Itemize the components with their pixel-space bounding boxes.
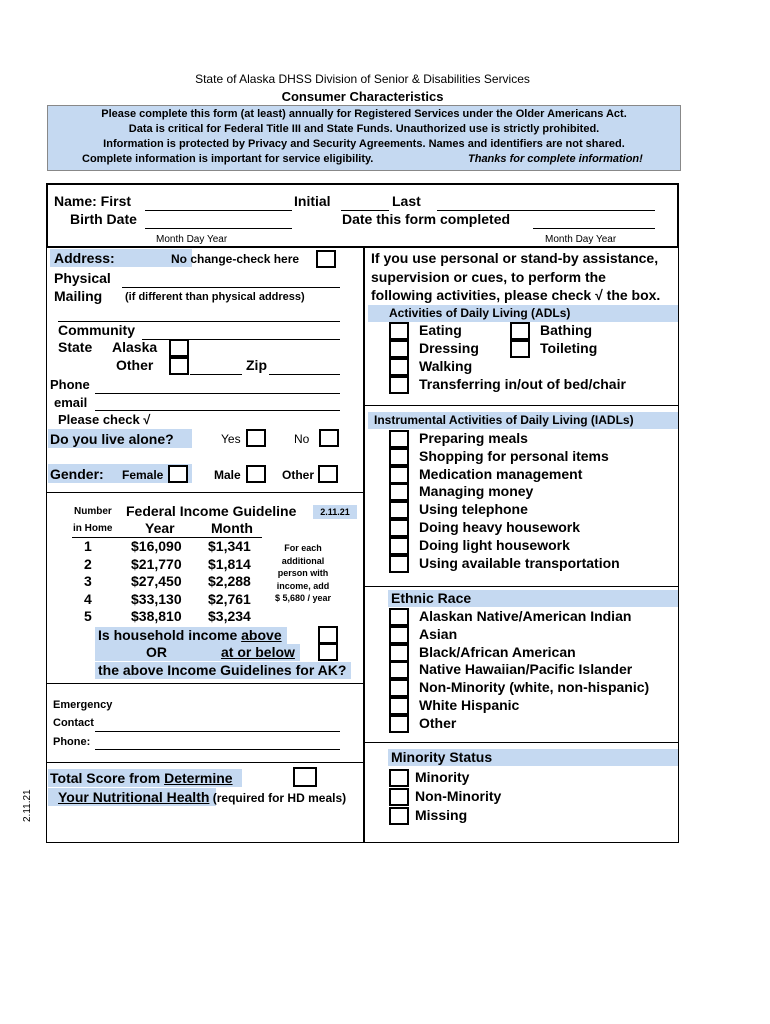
income-note [268, 542, 338, 605]
divider [46, 492, 364, 493]
iadl-checkbox[interactable] [389, 466, 409, 484]
please-check-label: Please check √ [58, 412, 151, 427]
ethnic-checkbox[interactable] [389, 661, 409, 679]
divider [46, 683, 364, 684]
note-line: additional [281, 555, 325, 566]
date-completed-label: Date this form completed [342, 211, 511, 227]
gender-male-label: Male [214, 468, 241, 482]
live-alone-no-label: No [294, 432, 310, 446]
minority-label: Minority [415, 769, 470, 785]
income-date: 2.11.21 [313, 505, 357, 519]
form-title: Consumer Characteristics [281, 89, 444, 104]
income-household-size: 2 [84, 555, 92, 572]
income-q1-text: Is household income [98, 627, 242, 643]
state-alaska-checkbox[interactable] [169, 339, 189, 357]
live-alone-label: Do you live alone? [50, 431, 174, 447]
ethnic-checkbox[interactable] [389, 626, 409, 644]
initial-label: Initial [294, 193, 331, 209]
adl-checkbox[interactable] [389, 322, 409, 340]
col-year-label: Year [145, 520, 175, 536]
contact-label: Contact [53, 717, 94, 729]
income-year-value: $21,770 [131, 555, 182, 572]
no-change-checkbox[interactable] [316, 250, 336, 268]
phone-field[interactable] [95, 393, 340, 394]
notice-box [47, 105, 681, 171]
live-alone-no-checkbox[interactable] [319, 429, 339, 447]
divider [46, 762, 364, 763]
agency-line: State of Alaska DHSS Division of Senior & Disabilities Services [195, 72, 530, 86]
divider [364, 742, 679, 743]
nutrition-determine: Determine [164, 770, 233, 786]
ethnic-checkbox[interactable] [389, 715, 409, 733]
ethnic-checkbox[interactable] [389, 644, 409, 662]
adl-label: Eating [419, 322, 462, 338]
income-year-value: $16,090 [131, 538, 182, 554]
gender-male-checkbox[interactable] [246, 465, 266, 483]
income-year-value: $27,450 [131, 573, 182, 589]
nutrition-line2 [58, 789, 346, 805]
minority-checkbox[interactable] [389, 788, 409, 806]
iadl-label: Using telephone [419, 501, 528, 518]
note-line: For each [284, 543, 322, 553]
adl-checkbox[interactable] [389, 340, 409, 358]
iadl-checkbox[interactable] [389, 555, 409, 573]
notice-line: Complete information is important for service eligibility. [82, 153, 374, 165]
birth-date-field[interactable] [145, 228, 292, 229]
note-line: $ 5,680 / year [274, 593, 332, 603]
number-label: Number [74, 506, 112, 517]
adl-label: Toileting [540, 340, 598, 356]
income-month-value: $3,234 [208, 608, 251, 624]
income-month-value: $2,761 [208, 590, 251, 607]
emergency-phone-label: Phone: [53, 736, 91, 748]
gender-female-label: Female [122, 468, 164, 482]
minority-label: Missing [415, 807, 468, 823]
live-alone-yes-label: Yes [221, 432, 241, 446]
state-label: State [58, 339, 93, 355]
minority-label: Non-Minority [415, 788, 502, 804]
minority-checkbox[interactable] [389, 769, 409, 787]
iadl-label: Preparing meals [419, 430, 528, 446]
physical-address-field[interactable] [122, 287, 340, 288]
gender-other-checkbox[interactable] [318, 465, 338, 483]
iadl-checkbox[interactable] [389, 448, 409, 466]
note-line: income, add [276, 580, 330, 591]
income-month-value: $2,288 [208, 573, 251, 589]
note-line: person with [277, 568, 329, 578]
income-q3: the above Income Guidelines for AK? [98, 662, 347, 678]
adl-checkbox[interactable] [510, 340, 530, 358]
state-value: Alaska [112, 339, 158, 355]
nutrition-line1 [50, 770, 233, 786]
zip-field[interactable] [269, 374, 340, 375]
birth-date-label: Birth Date [70, 211, 137, 227]
iadl-label: Managing money [419, 483, 534, 500]
live-alone-yes-checkbox[interactable] [246, 429, 266, 447]
iadl-label: Doing light housework [419, 536, 570, 553]
notice-line: Please complete this form (at least) annually for Registered Services under the Older Americans Act. [101, 108, 627, 120]
income-year-value: $38,810 [131, 608, 182, 624]
adl-checkbox[interactable] [510, 322, 530, 340]
nutrition-note: (required for HD meals) [209, 791, 347, 805]
mailing-note: (if different than physical address) [125, 291, 305, 303]
address-label: Address: [54, 250, 115, 266]
ethnic-checkbox[interactable] [389, 679, 409, 697]
income-above: above [241, 627, 282, 643]
first-name-field[interactable] [145, 210, 292, 211]
community-label: Community [58, 322, 135, 338]
divider [364, 405, 679, 406]
nutrition-score-box[interactable] [293, 767, 317, 787]
ethnic-label: Native Hawaiian/Pacific Islander [419, 661, 633, 678]
state-other-checkbox[interactable] [169, 357, 189, 375]
email-label: email [54, 395, 88, 410]
income-month-value: $1,814 [208, 555, 251, 572]
adl-label: Bathing [540, 322, 593, 338]
ethnic-checkbox[interactable] [389, 697, 409, 715]
income-year-value: $33,130 [131, 590, 182, 607]
divider [364, 586, 679, 587]
ethnic-label: Black/African American [419, 643, 576, 660]
minority-header: Minority Status [391, 749, 493, 765]
thanks-text: Thanks for complete information! [468, 153, 643, 165]
income-household-size: 1 [84, 538, 92, 554]
emergency-label: Emergency [53, 699, 113, 711]
nutrition-your-health: Your Nutritional Health [58, 789, 210, 805]
last-name-label: Last [392, 193, 421, 209]
intro-line: supervision or cues, to perform the [371, 269, 606, 285]
income-household-size: 5 [84, 608, 92, 624]
notice-line: Information is protected by Privacy and Security Agreements. Names and identifiers are not shared. [103, 138, 625, 150]
intro-line: following activities, please check √ the box. [371, 287, 661, 303]
income-title: Federal Income Guideline [126, 503, 297, 519]
iadl-checkbox[interactable] [389, 483, 409, 501]
iadl-label: Doing heavy housework [419, 519, 581, 535]
name-first-label: Name: First [54, 193, 132, 209]
income-household-size: 3 [84, 573, 92, 589]
iadl-checkbox[interactable] [389, 537, 409, 555]
zip-label: Zip [246, 357, 267, 373]
ethnic-label: Non-Minority (white, non-hispanic) [419, 679, 650, 696]
birth-date-format: Month Day Year [156, 234, 228, 245]
notice-line: Data is critical for Federal Title III and State Funds. Unauthorized use is strictly prohibited. [128, 123, 600, 135]
iadl-checkbox[interactable] [389, 430, 409, 448]
income-q1 [98, 627, 282, 643]
adl-label: Dressing [419, 340, 479, 356]
intro-line: If you use personal or stand-by assistance, [371, 250, 659, 266]
nutrition-text: Total Score from [50, 770, 165, 786]
mailing-label: Mailing [54, 288, 103, 304]
ethnic-label: Other [419, 714, 457, 731]
ethnic-label: Alaskan Native/American Indian [419, 608, 632, 624]
phone-label: Phone [50, 377, 90, 392]
other-state-field[interactable] [190, 374, 242, 375]
income-at-or-below: at or below [221, 644, 295, 660]
in-home-label: in Home [73, 523, 113, 534]
income-household-size: 4 [84, 590, 92, 607]
ethnic-checkbox[interactable] [389, 608, 409, 626]
iadl-checkbox[interactable] [389, 501, 409, 519]
state-other-label: Other [116, 357, 154, 373]
adl-header: Activities of Daily Living (ADLs) [389, 306, 571, 320]
date-completed-field[interactable] [533, 228, 655, 229]
income-below-checkbox[interactable] [318, 643, 338, 661]
ethnic-label: White Hispanic [419, 697, 520, 713]
gender-label: Gender: [50, 466, 104, 482]
iadl-header: Instrumental Activities of Daily Living (IADLs) [374, 413, 634, 427]
email-field[interactable] [95, 410, 340, 411]
emergency-phone-field[interactable] [95, 749, 340, 750]
ethnic-label: Asian [419, 625, 458, 642]
adl-checkbox[interactable] [389, 376, 409, 394]
side-date: 2.11.21 [22, 789, 33, 822]
no-change-label: No change-check here [171, 252, 300, 266]
gender-other-label: Other [282, 468, 315, 482]
income-above-checkbox[interactable] [318, 626, 338, 644]
income-or: OR [146, 644, 167, 660]
gender-female-checkbox[interactable] [168, 465, 188, 483]
physical-label: Physical [54, 270, 111, 286]
iadl-checkbox[interactable] [389, 519, 409, 537]
iadl-label: Shopping for personal items [419, 447, 609, 464]
income-month-value: $1,341 [208, 538, 251, 554]
col-month-label: Month [211, 520, 253, 536]
completed-date-format: Month Day Year [545, 234, 617, 245]
adl-label: Transferring in/out of bed/chair [419, 376, 626, 392]
ethnic-header: Ethnic Race [391, 590, 472, 606]
iadl-label: Using available transportation [419, 554, 620, 571]
emergency-contact-field[interactable] [95, 731, 340, 732]
adl-checkbox[interactable] [389, 358, 409, 376]
minority-checkbox[interactable] [389, 807, 409, 825]
adl-label: Walking [419, 358, 473, 374]
iadl-label: Medication management [419, 465, 583, 482]
